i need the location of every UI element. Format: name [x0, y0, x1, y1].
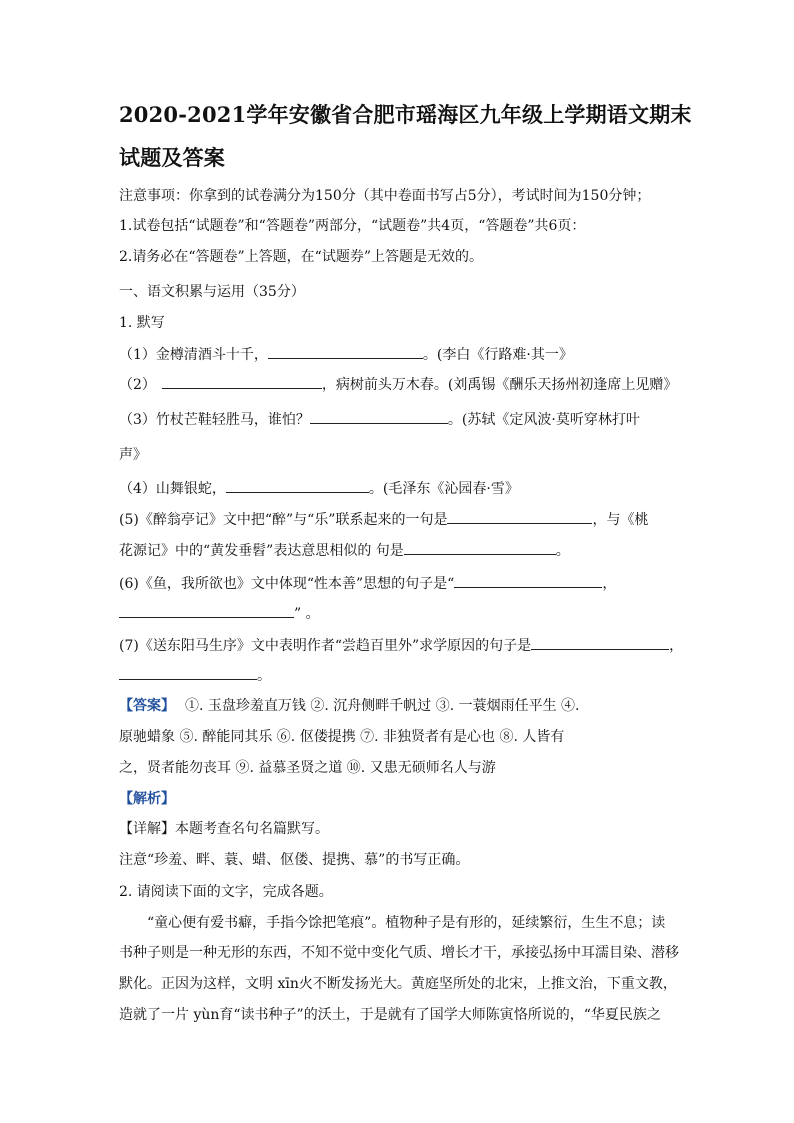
answer-blank — [226, 477, 369, 493]
item-1-source: 。(李白《行路难·其一》 — [422, 347, 573, 363]
question-1-heading: 1. 默写 — [119, 315, 165, 331]
analysis-note: 注意“珍羞、畔、蓑、蜡、伛偻、提携、慕”的书写正确。 — [119, 852, 470, 868]
item-2-source: ，病树前头万木春。(刘禹锡《酬乐天扬州初逢席上见赠》 — [321, 377, 678, 393]
question-2-heading: 2. 请阅读下面的文字，完成各题。 — [119, 884, 333, 900]
item-3-source: 。(苏轼《定风波·莫听穿林打叶 — [447, 412, 640, 428]
item-1-prompt: （1）金樽清酒斗十千， — [119, 347, 268, 363]
item-6-prompt: (6)《鱼，我所欲也》文中体现“性本善”思想的句子是“ — [119, 576, 455, 592]
question-1-item-5 — [119, 508, 679, 530]
question-1-item-3-cont: 声》 — [119, 447, 147, 463]
passage-line-2: 书种子则是一种无形的东西，不知不觉中变化气质、增长才干，承接弘扬中耳濡目染、潜移 — [119, 945, 679, 961]
answer-blank — [162, 373, 322, 389]
answer-blank — [447, 508, 592, 524]
document-title-line-2: 试题及答案 — [119, 145, 225, 170]
answer-blank — [531, 634, 669, 650]
question-1-item-7 — [119, 634, 684, 656]
item-3-prompt: （3）竹杖芒鞋轻胜马，谁怕？ — [119, 412, 310, 428]
question-1-item-4 — [119, 477, 679, 499]
answer-text-1: ①. 玉盘珍羞直万钱 ②. 沉舟侧畔千帆过 ③. 一蓑烟雨任平生 ④. — [185, 698, 580, 714]
item-5-prompt-2: 花源记》中的“黄发垂髫”表达意思相似的 句是 — [119, 543, 404, 559]
notice-line-2: 2.请务必在“答题卷”上答题，在“试题券”上答题是无效的。 — [119, 249, 483, 265]
answer-line-2: 原驰蜡象 ⑤. 醉能同其乐 ⑥. 伛偻提携 ⑦. 非独贤者有是心也 ⑧. 人皆有 — [119, 729, 565, 745]
answer-line-1 — [119, 696, 679, 716]
answer-blank — [454, 572, 602, 588]
answer-blank — [119, 664, 257, 680]
analysis-detail: 【详解】本题考查名句名篇默写。 — [119, 821, 329, 837]
item-6-mid: ， — [602, 576, 617, 592]
answer-blank — [268, 343, 423, 359]
item-4-prompt: （4）山舞银蛇， — [119, 481, 226, 497]
question-1-item-6-cont — [119, 602, 679, 624]
item-7-mid: ， — [669, 638, 684, 654]
question-1-item-5-cont — [119, 539, 679, 561]
question-1-item-1 — [119, 343, 679, 365]
item-6-end: ” 。 — [294, 606, 320, 622]
question-1-item-2 — [119, 373, 679, 395]
notice-line-0: 注意事项：你拿到的试卷满分为150分（其中卷面书写占5分），考试时间为150分钟； — [119, 188, 651, 204]
item-7-end: 。 — [257, 668, 271, 684]
passage-line-1: “童心便有爱书癖，手指今馀把笔痕”。植物种子是有形的，延续繁衍，生生不息；读 — [147, 915, 666, 931]
document-title-line-1: 2020-2021学年安徽省合肥市瑶海区九年级上学期语文期末 — [119, 102, 692, 127]
question-1-item-6 — [119, 572, 679, 594]
notice-line-1: 1.试卷包括“试题卷”和“答题卷”两部分，“试题卷”共4页，“答题卷”共6页： — [119, 218, 586, 234]
item-5-mid: ，与《桃 — [592, 512, 649, 528]
item-4-source: 。(毛泽东《沁园春·雪》 — [368, 481, 519, 497]
item-5-prompt: (5)《醉翁亭记》文中把“醉”与“乐”联系起来的一句是 — [119, 512, 448, 528]
answer-label: 【答案】 — [119, 698, 175, 714]
question-1-item-7-cont — [119, 664, 679, 686]
section-heading-1: 一、语文积累与运用（35分） — [119, 284, 305, 300]
item-5-end: 。 — [555, 543, 570, 559]
answer-blank — [404, 539, 556, 555]
answer-line-3: 之，贤者能勿丧耳 ⑨. 益慕圣贤之道 ⑩. 又患无硕师名人与游 — [119, 760, 496, 776]
item-7-prompt: (7)《送东阳马生序》文中表明作者“尝趋百里外”求学原因的句子是 — [119, 638, 532, 654]
passage-line-3: 默化。正因为这样，文明 xīn火不断发扬光大。黄庭坚所处的北宋，上推文治，下重文教， — [119, 976, 677, 992]
analysis-label: 【解析】 — [119, 791, 175, 807]
answer-blank — [119, 602, 294, 618]
item-2-prompt: （2） — [119, 377, 156, 393]
passage-line-4: 造就了一片 yùn育“读书种子”的沃土，于是就有了国学大师陈寅恪所说的，“华夏民族之 — [119, 1007, 661, 1023]
answer-blank — [310, 408, 448, 424]
question-1-item-3 — [119, 408, 679, 430]
